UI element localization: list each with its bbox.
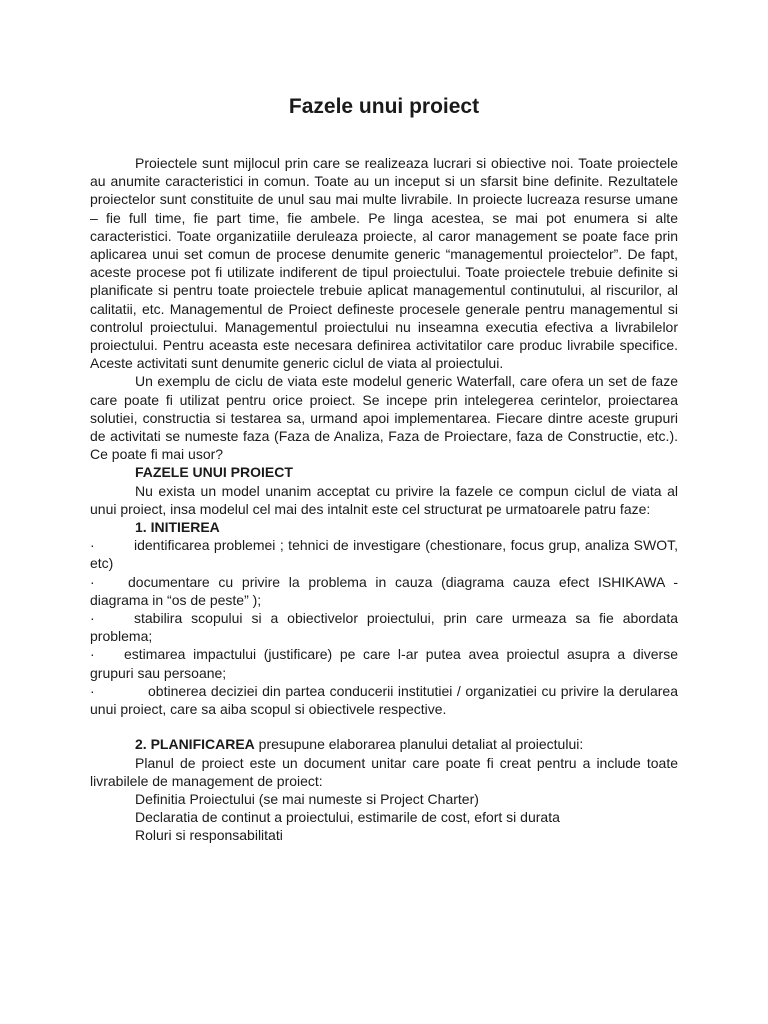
phase2-heading-line [90,735,678,753]
phase2-heading-rest: presupune elaborarea planului detaliat al proiectului: [254,736,584,753]
bullet-icon: · [90,573,95,590]
bullet-icon: · [90,646,95,663]
section-heading: FAZELE UNUI PROIECT [135,464,293,481]
list-item: Definitia Proiectului (se mai numeste si Project Charter) [135,790,479,807]
bullet-text: estimarea impactului (justificare) pe care l-ar putea avea proiectul asupra a diverse grupuri sau persoane; [90,646,678,681]
list-item: Declaratia de continut a proiectului, estimarile de cost, efort si durata [135,809,560,826]
list-item: Roluri si responsabilitati [135,827,283,844]
list-item [90,682,678,718]
document-body [90,154,678,845]
model-paragraph: Nu exista un model unanim acceptat cu privire la fazele ce compun ciclul de viata al unui proiect, insa modelul cel mai des intalnit este cel structurat pe urmatoarele patru faze: [90,482,678,517]
bullet-text: identificarea problemei ; tehnici de investigare (chestionare, focus grup, analiza SWOT, etc) [90,537,678,572]
bullet-text: obtinerea deciziei din partea conducerii institutiei / organizatiei cu privire la derularea unui proiect, care sa aiba scopul si obiectivele respective. [90,682,678,718]
bullet-text: stabilira scopului si a obiectivelor proiectului, prin care urmeaza sa fie abordata problema; [90,610,678,645]
spacer [90,718,678,735]
intro-paragraph: Proiectele sunt mijlocul prin care se realizeaza lucrari si obiective noi. Toate proiectele au anumite caracteristici in comun. Toate au un inceput si un sfarsit bine definite. Rezultatele proiectelor sunt constituite de unul sau mai multe livrabile. In proiecte lucreaza resurse umane – fie full time, fie part time, fie ambele. Pe linga acestea, se mai pot enumera si alte caracteristici. Toate organizatiile deruleaza proiecte, al caror management se poate face prin aplicarea unui set comun de procese denumite generic “managementul proiectelor”. De fapt, aceste procese pot fi utilizate indiferent de tipul proiectului. Toate proiectele trebuie definite si planificate si pentru toate proiectele trebuie aplicat managementul continutului, al riscurilor, al calitatii, etc. Managementul de Proiect defineste procesele generale pentru managementul si controlul proiectului. Managementul proiectului nu inseamna executia efectiva a livrabilelor proiectului. Pentru aceasta este necesara definirea activitatilor care produc livrabile specifice. Aceste activitati sunt denumite generic ciclul de viata al proiectului. [90,155,678,372]
phase1-heading: 1. INITIEREA [135,519,220,536]
waterfall-paragraph: Un exemplu de ciclu de viata este modelul generic Waterfall, care ofera un set de faze care poate fi utilizat pentru orice proiect. Se incepe prin intelegerea cerintelor, proiectarea solutiei, constructia si testarea sa, urmand apoi implementarea. Fiecare dintre aceste grupuri de activitati se numeste faza (Faza de Analiza, Faza de Proiectare, faza de Constructie, etc.). Ce poate fi mai usor? [90,373,678,463]
bullet-icon: · [90,610,95,627]
list-item [90,645,678,681]
page-title: Fazele unui proiect [288,95,480,118]
plan-paragraph: Planul de proiect este un document unitar care poate fi creat pentru a include toate livrabilele de management de proiect: [90,754,678,789]
list-item [90,573,678,609]
bullet-text: documentare cu privire la problema in cauza (diagrama cauza efect ISHIKAWA - diagrama in “os de peste” ); [90,573,678,608]
list-item [90,536,678,572]
list-item [90,609,678,645]
phase2-heading: 2. PLANIFICAREA [135,736,255,753]
bullet-icon: · [90,682,95,699]
bullet-icon: · [90,537,95,554]
